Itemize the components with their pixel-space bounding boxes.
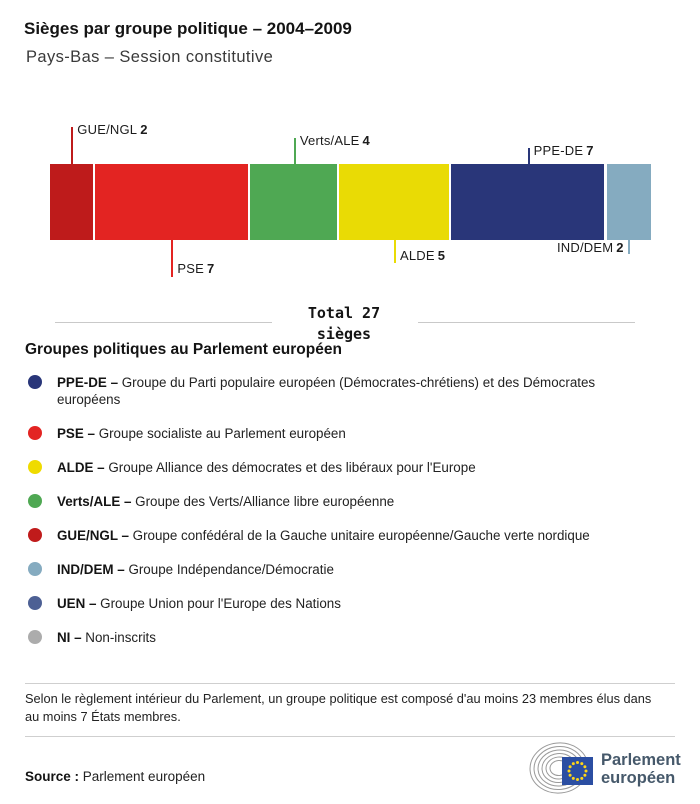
footer-divider-top [25, 683, 675, 684]
total-divider-left [55, 322, 272, 323]
legend-item-text [57, 629, 156, 646]
callout-tick-pse [171, 240, 173, 277]
legend-item-desc: Groupe du Parti populaire européen (Démocrates-chrétiens) et des Démocrates européens [57, 375, 596, 407]
legend-item-verts-ale [25, 493, 675, 510]
logo-text-line1: Parlement [601, 751, 681, 769]
total-seats-line2: sièges [316, 325, 372, 343]
legend-item-ind-dem [25, 561, 675, 578]
callout-tick-gue-ngl [71, 127, 73, 164]
source-value: Parlement européen [82, 769, 206, 784]
legend-item-abbr: UEN – [57, 596, 101, 611]
page-subtitle: Pays-Bas – Session constitutive [26, 48, 274, 66]
legend-item-abbr: IND/DEM – [57, 562, 129, 577]
legend-dot-icon [28, 375, 42, 389]
legend-item-ni [25, 629, 675, 646]
legend-item-abbr: ALDE – [57, 460, 109, 475]
callout-seat-count: 2 [616, 240, 624, 255]
total-seats-label [274, 303, 414, 345]
bar-segment-gue-ngl [50, 164, 93, 240]
logo-text-line2: européen [601, 769, 676, 787]
callout-label-gue-ngl [77, 122, 147, 137]
footer-divider-bottom [25, 736, 675, 737]
legend-item-text [57, 561, 334, 578]
callout-label-ind-dem [557, 240, 624, 255]
legend-item-text [57, 493, 394, 510]
legend-item-ppe-de [25, 374, 675, 408]
callout-tick-ind-dem [628, 240, 630, 254]
european-parliament-logo [528, 740, 693, 800]
legend-item-uen [25, 595, 675, 612]
legend-item-desc: Groupe Alliance des démocrates et des libéraux pour l'Europe [108, 460, 476, 475]
legend-item-abbr: NI – [57, 630, 86, 645]
callout-group-name: Verts/ALE [299, 133, 360, 148]
source-label: Source : [25, 769, 80, 784]
callout-group-name: PPE-DE [533, 143, 584, 158]
eu-flag-icon [562, 757, 593, 785]
legend-item-desc: Groupe Indépendance/Démocratie [128, 562, 334, 577]
callout-seat-count: 4 [362, 133, 370, 148]
legend-item-gue-ngl [25, 527, 675, 544]
legend-item-abbr: PPE-DE – [57, 375, 122, 390]
legend-heading: Groupes politiques au Parlement européen [25, 341, 342, 358]
bar-segment-ind-dem [607, 164, 652, 240]
legend-item-text [57, 425, 346, 442]
legend-dot-icon [28, 528, 42, 542]
legend [25, 341, 675, 663]
callout-group-name: IND/DEM [556, 240, 614, 255]
page-title: Sièges par groupe politique – 2004–2009 [24, 19, 352, 38]
footnote: Selon le règlement intérieur du Parlement, un groupe politique est composé d'au moins 23 membres élus dans au moins 7 États membres. [25, 691, 652, 724]
bar-segment-ppe-de [451, 164, 605, 240]
legend-item-desc: Groupe confédéral de la Gauche unitaire européenne/Gauche verte nordique [132, 528, 590, 543]
legend-item-abbr: GUE/NGL – [57, 528, 133, 543]
legend-item-text [57, 527, 590, 544]
callout-label-pse [177, 261, 214, 276]
legend-dot-icon [28, 630, 42, 644]
legend-item-text [57, 595, 341, 612]
legend-dot-icon [28, 460, 42, 474]
callout-tick-alde [394, 240, 396, 263]
legend-dot-icon [28, 494, 42, 508]
legend-dot-icon [28, 426, 42, 440]
callout-tick-ppe-de [528, 148, 530, 164]
legend-dot-icon [28, 562, 42, 576]
callout-seat-count: 7 [586, 143, 594, 158]
total-seats-line1: Total 27 [307, 304, 381, 322]
legend-dot-icon [28, 596, 42, 610]
legend-item-abbr: PSE – [57, 426, 99, 441]
source-line [25, 769, 205, 784]
callout-tick-verts-ale [294, 138, 296, 164]
bar-segment-pse [95, 164, 249, 240]
legend-item-desc: Groupe Union pour l'Europe des Nations [100, 596, 341, 611]
legend-item-pse [25, 425, 675, 442]
legend-item-desc: Groupe des Verts/Alliance libre européenne [135, 494, 395, 509]
legend-item-text [57, 459, 476, 476]
legend-item-alde [25, 459, 675, 476]
legend-item-desc: Non-inscrits [85, 630, 156, 645]
callout-group-name: ALDE [400, 248, 435, 263]
callout-seat-count: 2 [140, 122, 148, 137]
legend-item-text [57, 374, 632, 408]
callout-group-name: PSE [177, 261, 205, 276]
callout-group-name: GUE/NGL [77, 122, 138, 137]
bar-segment-alde [339, 164, 448, 240]
callout-seat-count: 7 [207, 261, 215, 276]
callout-label-ppe-de [534, 143, 594, 158]
callout-label-verts-ale [300, 133, 370, 148]
legend-item-desc: Groupe socialiste au Parlement européen [98, 426, 346, 441]
seat-bar-chart [0, 0, 700, 290]
callout-seat-count: 5 [437, 248, 446, 263]
bar-segment-verts-ale [250, 164, 337, 240]
callout-label-alde [400, 248, 445, 263]
legend-item-abbr: Verts/ALE – [57, 494, 136, 509]
total-divider-right [418, 322, 635, 323]
